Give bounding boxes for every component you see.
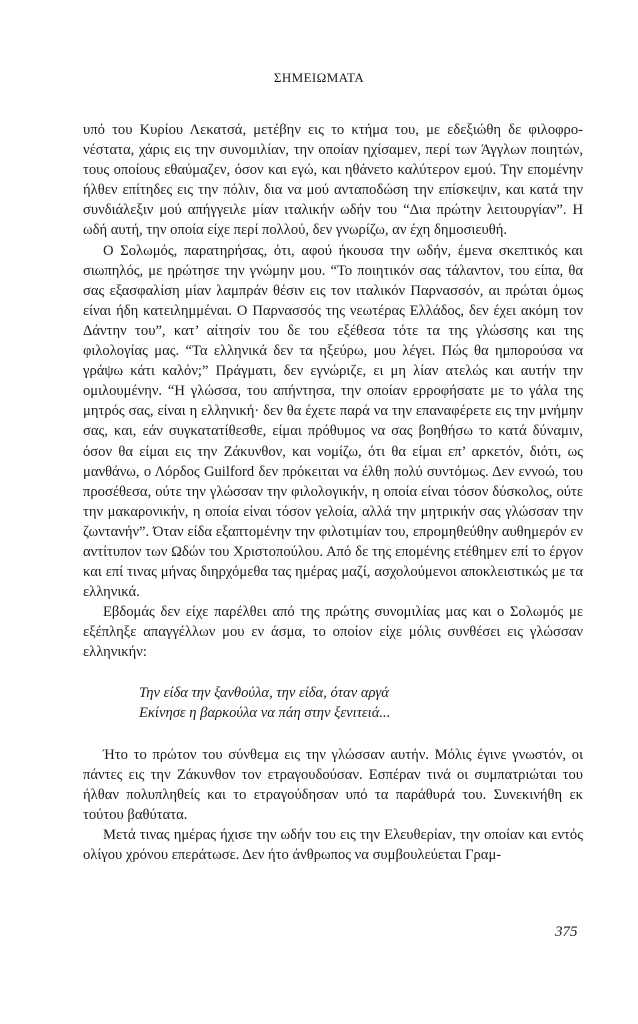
paragraph-5: Μετά τινας ημέρας ήχισε την ωδήν του εις την Ελευθερίαν, την οποίαν και εντός ολίγου χρόνου επεράτωσε. Δεν ήτο άνθρωπος να συμβουλεύεται Γραμ- [83, 827, 583, 864]
main-text [83, 120, 583, 865]
paragraph-2: Ο Σολωμός, παρατηρήσας, ότι, αφού ήκουσα την ωδήν, έμενα σκεπτικός και σιωπηλός, με ηρώτησε την γνώμην μου. “Το ποιητικόν σας τάλαντον, του είπα, θα σας εξασφαλίση μίαν λαμπράν θέσιν εις τον ιταλικόν Παρνασσόν, αι πρώται όμως είναι ήδη κατειλημμέναι. Ο Παρνασσός της νεωτέρας Ελλάδος, δεν έχει ακόμη τον Δάντην του”, κατ’ αίτησίν του δε του εξέθεσα τότε τα της γλώσσης και της φιλολογίας μας. “Τα ελληνικά δεν τα ηξεύρω, μου λέγει. Πώς θα ημπορούσα να γράψω κάτι καλόν;” Πράγματι, δεν εγνώριζε, ει μη λίαν ατελώς και αυτήν την ομιλουμένην. “Η γλώσσα, του απήντησα, την οποίαν ερροφήσατε με το γάλα της μητρός σας, είναι η ελληνική· δεν θα έχετε παρά να την επαναφέρετε εις την μνήμην σας, και, εάν συγκατατίθεσθε, είμαι πρόθυμος να σας βοηθήσω το κατά δύναμιν, όσον θα είμαι εις την Ζάκυνθον, και νομίζω, ότι θα είμαι επ’ αρκετόν, διότι, ως μανθάνω, ο Λόρδος Guilford δεν πρόκειται να έλθη πολύ συντόμως. Δεν εννοώ, του προσέθεσα, ούτε την γλώσσαν την φιλολογικήν, η οποία είναι τόσον δύσκολος, ούτε την μακαρονικήν, η οποία είναι τόσον γελοία, αλλά την μητρικήν σας γλώσσαν την ζωντανήν”. Όταν είδα εξαπτομένην την φιλοτιμίαν του, επρομηθεύθην αυθημερόν εν αντίτυπον των Ωδών του Χριστοπούλου. Από δε της επομένης ετέθημεν επί το έργον και επί τινας μήνας διηρχόμεθα τας ημέρας μαζί, ασχολούμενοι αποκλειστικώς με τα ελληνικά. [83, 242, 583, 601]
poem-line-2: Εκίνησε η βαρκούλα να πάη στην ξενιτειά... [139, 704, 391, 721]
paragraph-4: Ήτο το πρώτον του σύνθεμα εις την γλώσσαν αυτήν. Μόλις έγινε γνωστόν, οι πάντες εις την Ζάκυνθον τον ετραγουδούσαν. Εσπέραν τινά οι συμπατριώται του ήλθαν πολυπληθείς και το ετραγούδησαν υπό τα παράθυρά του. Συνεκινήθη εκ τούτου βαθύτατα. [83, 746, 583, 823]
poem-quote [139, 683, 583, 723]
paragraph-3: Εβδομάς δεν είχε παρέλθει από της πρώτης συνομιλίας μας και ο Σολωμός με εξέπληξε απαγγέλλων μου εν άσμα, το οποίον είχε μόλις συνθέσει εις γλώσσαν ελληνικήν: [83, 604, 583, 661]
running-header: ΣΗΜΕΙΩΜΑΤΑ [273, 70, 365, 85]
poem-line-1: Την είδα την ξανθούλα, την είδα, όταν αργά [139, 684, 389, 701]
paragraph-1: υπό του Κυρίου Λεκατσά, μετέβην εις το κτήμα του, με εδεξιώθη δε φιλοφρονέστατα, χάρις εις την συνομιλίαν, την οποίαν ηχίσαμεν, περί των Άγγλων ποιητών, τους οποίους εθαύμαζεν, όσον και εγώ, και ηθάνετο καλύτερον εμού. Την επομένην ήλθεν επίτηδες εις την πόλιν, δια να μού ανταποδώση την επίσκεψιν, και κατά την συνδιάλεξιν μού απήγγειλε μίαν ιταλικήν ωδήν του “Δια πρώτην λειτουργίαν”. Η ωδή αυτή, την οποία είχε περί πολλού, δεν γνωρίζω, αν έχη δημοσιευθή. [83, 122, 583, 239]
page-number: 375 [555, 924, 578, 940]
